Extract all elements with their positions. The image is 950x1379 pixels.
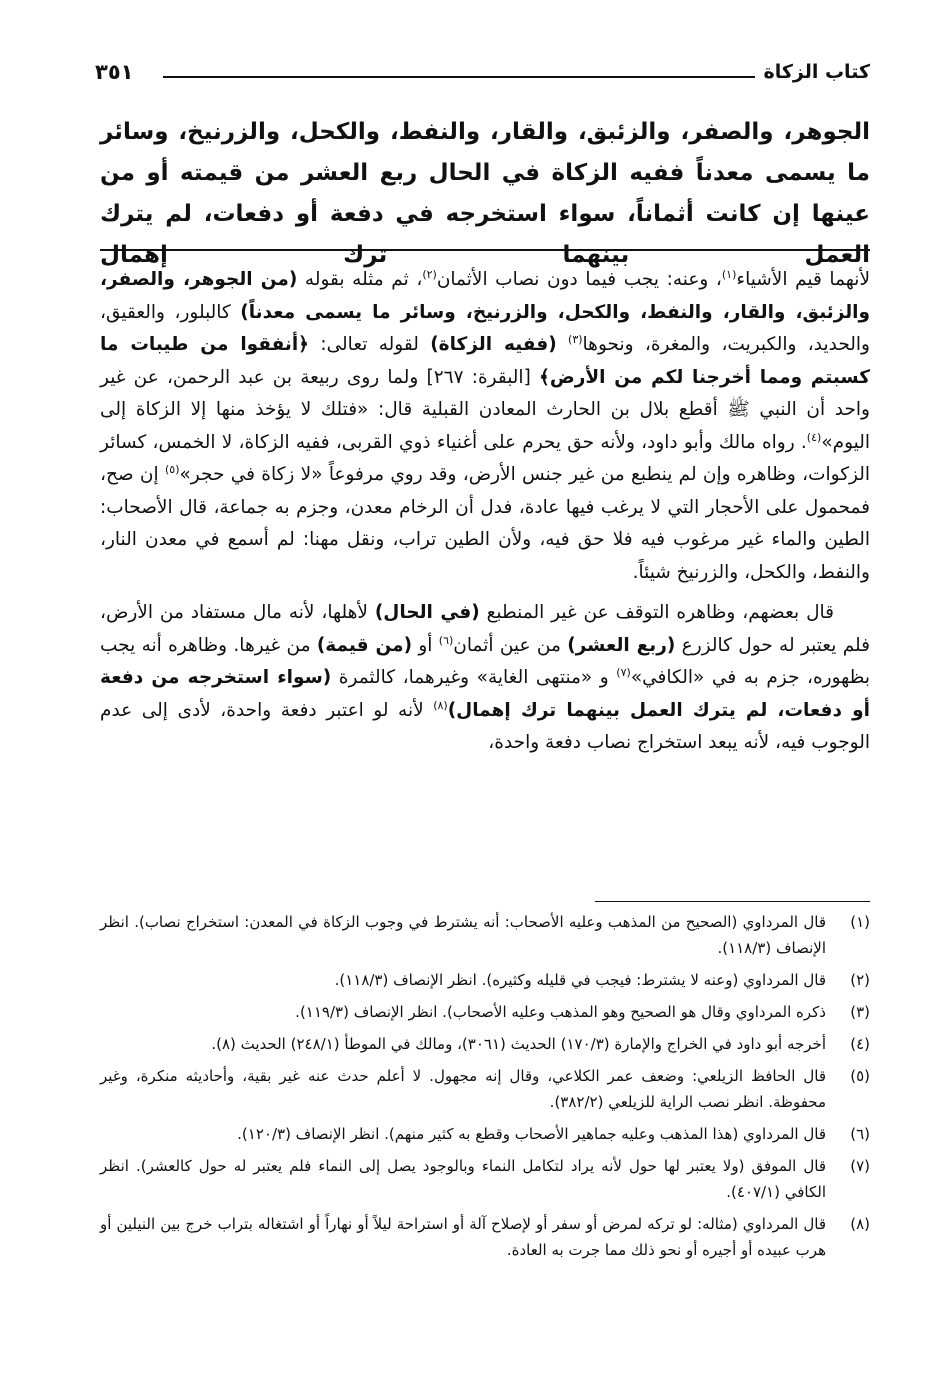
footnote-text: قال الموفق (ولا يعتبر لها حول لأنه يراد لتكامل النماء وبالوجود يصل إلى النماء فلم يعتبر له حول كالعشر). انظر الكافي (٤٠٧/١). <box>100 1157 826 1201</box>
footnote-5 <box>100 1063 870 1115</box>
quoted-matn: (من الجوهر، والصفر، والزئبق، والقار، والنفط، والكحل، والزرنيخ، وسائر ما يسمى معدناً) <box>100 269 870 323</box>
quoted-matn: (ففيه الزكاة) <box>430 334 557 355</box>
commentary-text: قال بعضهم، وظاهره التوقف عن غير المنطبع <box>479 602 835 623</box>
footnote-number: (١) <box>850 913 870 931</box>
page-number: ٣٥١ <box>95 60 134 84</box>
main-text <box>100 112 870 276</box>
footnote-1 <box>100 909 870 961</box>
footnote-text: أخرجه أبو داود في الخراج والإمارة (١٧٠/٣) الحديث (٣٠٦١)، ومالك في الموطأ (٢٤٨/١) الحديث (٨). <box>211 1035 826 1053</box>
footnote-divider <box>595 901 870 902</box>
commentary-text: [البقرة: ٢٦٧] ولما روى ربيعة بن عبد الرحمن، عن غير واحد أن النبي ﷺ أقطع بلال بن الحارث المعادن القبلية قال: «فتلك لا يؤخذ منها إلا الزكاة إلى اليوم» <box>100 366 870 453</box>
footnote-number: (٥) <box>850 1067 870 1085</box>
footnote-number: (٦) <box>850 1125 870 1143</box>
footnote-7 <box>100 1153 870 1205</box>
footnote-ref-8[interactable]: (٨) <box>433 698 448 712</box>
commentary-text: إن صح، فمحمول على الأحجار التي لا يرغب فيها عادة، فدل أن الرخام معدن، وجزم به جماعة، قال الأصحاب: الطين والماء غير مرغوب فيه فلا حق فيه، ولأن الطين تراب، ونقل مهنا: لم أسمع في معدن النار، والنفط، والكحل، والزرنيخ شيئاً. <box>100 464 870 583</box>
footnote-ref-4[interactable]: (٤) <box>806 430 822 444</box>
footnote-3 <box>100 999 870 1025</box>
footnote-8 <box>100 1211 870 1263</box>
footnote-text: ذكره المرداوي وقال هو الصحيح وهو المذهب وعليه الأصحاب). انظر الإنصاف (١١٩/٣). <box>295 1003 826 1021</box>
commentary-text: . رواه مالك وأبو داود، ولأنه حق يحرم على أغنياء ذوي القربى، ففيه الزكاة، لا الخمس، كسائر الزكوات، وظاهره وإن لم ينطبع من غير جنس الأرض، وقد روي مرفوعاً «لا زكاة في حجر» <box>100 431 871 485</box>
commentary-paragraph-2 <box>100 597 870 760</box>
footnote-ref-3[interactable]: (٣) <box>568 332 583 346</box>
quoted-matn: (سواء استخرجه من دفعة أو دفعات، لم يترك العمل بينهما ترك إهمال) <box>100 667 870 721</box>
footnote-ref-2[interactable]: (٢) <box>422 267 437 281</box>
main-text-paragraph: الجوهر، والصفر، والزئبق، والقار، والنفط، والكحل، والزرنيخ، وسائر ما يسمى معدناً ففيه الزكاة في الحال ربع العشر من قيمته أو من عينها إن كانت أثماناً، سواء استخرجه في دفعة أو دفعات، لم يترك العمل بينهما ترك إهمال <box>100 119 870 268</box>
header-rule <box>163 76 755 78</box>
footnote-text: قال الحافظ الزيلعي: وضعف عمر الكلاعي، وقال إنه مجهول. لا أعلم حدث عنه غير بقية، وأحاديثه منكرة، وغير محفوظة. انظر نصب الراية للزيلعي (٣٨٢/٢). <box>100 1067 826 1111</box>
footnote-ref-5[interactable]: (٥) <box>164 462 180 476</box>
footnote-ref-1[interactable]: (١) <box>721 267 737 281</box>
commentary-text: لأنه لو اعتبر دفعة واحدة، لأدى إلى عدم الوجوب فيه، لأنه يبعد استخراج نصاب دفعة واحدة، <box>100 699 870 753</box>
quoted-matn: (في الحال) <box>374 602 480 623</box>
commentary-text: ، وعنه: يجب فيما دون نصاب الأثمان <box>436 269 722 290</box>
footnote-2 <box>100 967 870 993</box>
quoted-matn: (ربع العشر) <box>567 634 676 656</box>
commentary-text <box>557 334 568 355</box>
commentary-text: من غيرها. وظاهره أنه يجب بظهوره، جزم به في «الكافي» <box>100 634 870 688</box>
footnote-ref-7[interactable]: (٧) <box>616 665 631 679</box>
footnote-4 <box>100 1031 870 1057</box>
commentary <box>100 264 870 760</box>
footnote-ref-6[interactable]: (٦) <box>438 633 454 647</box>
commentary-text: لأهلها، لأنه مال مستفاد من الأرض، فلم يعتبر له حول كالزرع <box>100 602 870 656</box>
commentary-text: و «منتهى الغاية» وغيرهما، كالثمرة <box>331 667 617 688</box>
book-title: كتاب الزكاة <box>763 61 870 83</box>
footnote-number: (٣) <box>850 1003 870 1021</box>
footnotes <box>100 909 870 1269</box>
footnote-text: قال المرداوي (مثاله: لو تركه لمرض أو سفر أو لإصلاح آلة أو استراحة ليلاً أو نهاراً أو اشتغاله بتراب خرج بين النيلين أو هرب عبيده أو أجيره أو نحو ذلك مما جرت به العادة. <box>100 1215 826 1259</box>
commentary-text: ، ثم مثله بقوله <box>297 269 423 290</box>
commentary-text: لأنهما قيم الأشياء <box>736 269 870 290</box>
quoted-matn: (من قيمة) <box>316 634 413 656</box>
commentary-paragraph-1 <box>100 264 870 589</box>
commentary-text: من عين أثمان <box>453 634 568 656</box>
footnote-number: (٢) <box>850 971 870 989</box>
footnote-text: قال المرداوي (هذا المذهب وعليه جماهير الأصحاب وقطع به كثير منهم). انظر الإنصاف (١٢٠/٣). <box>237 1125 826 1143</box>
page-header <box>95 58 870 88</box>
footnote-number: (٨) <box>850 1215 870 1233</box>
section-divider <box>100 249 870 251</box>
commentary-text: كالبلور، والعقيق، والحديد، والكبريت، والمغرة، ونحوها <box>100 301 870 355</box>
footnote-number: (٧) <box>850 1157 870 1175</box>
commentary-text: لقوله تعالى: <box>309 334 431 355</box>
footnote-text: قال المرداوي (وعنه لا يشترط: فيجب في قليله وكثيره). انظر الإنصاف (١١٨/٣). <box>334 971 826 989</box>
commentary-text: أو <box>412 634 439 656</box>
quran-verse: ﴿أنفقوا من طيبات ما كسبتم ومما أخرجنا لكم من الأرض﴾ <box>100 334 870 388</box>
footnote-text: قال المرداوي (الصحيح من المذهب وعليه الأصحاب: أنه يشترط في وجوب الزكاة في المعدن: استخراج نصاب). انظر الإنصاف (١١٨/٣). <box>100 913 826 957</box>
footnote-6 <box>100 1121 870 1147</box>
footnote-number: (٤) <box>850 1035 870 1053</box>
